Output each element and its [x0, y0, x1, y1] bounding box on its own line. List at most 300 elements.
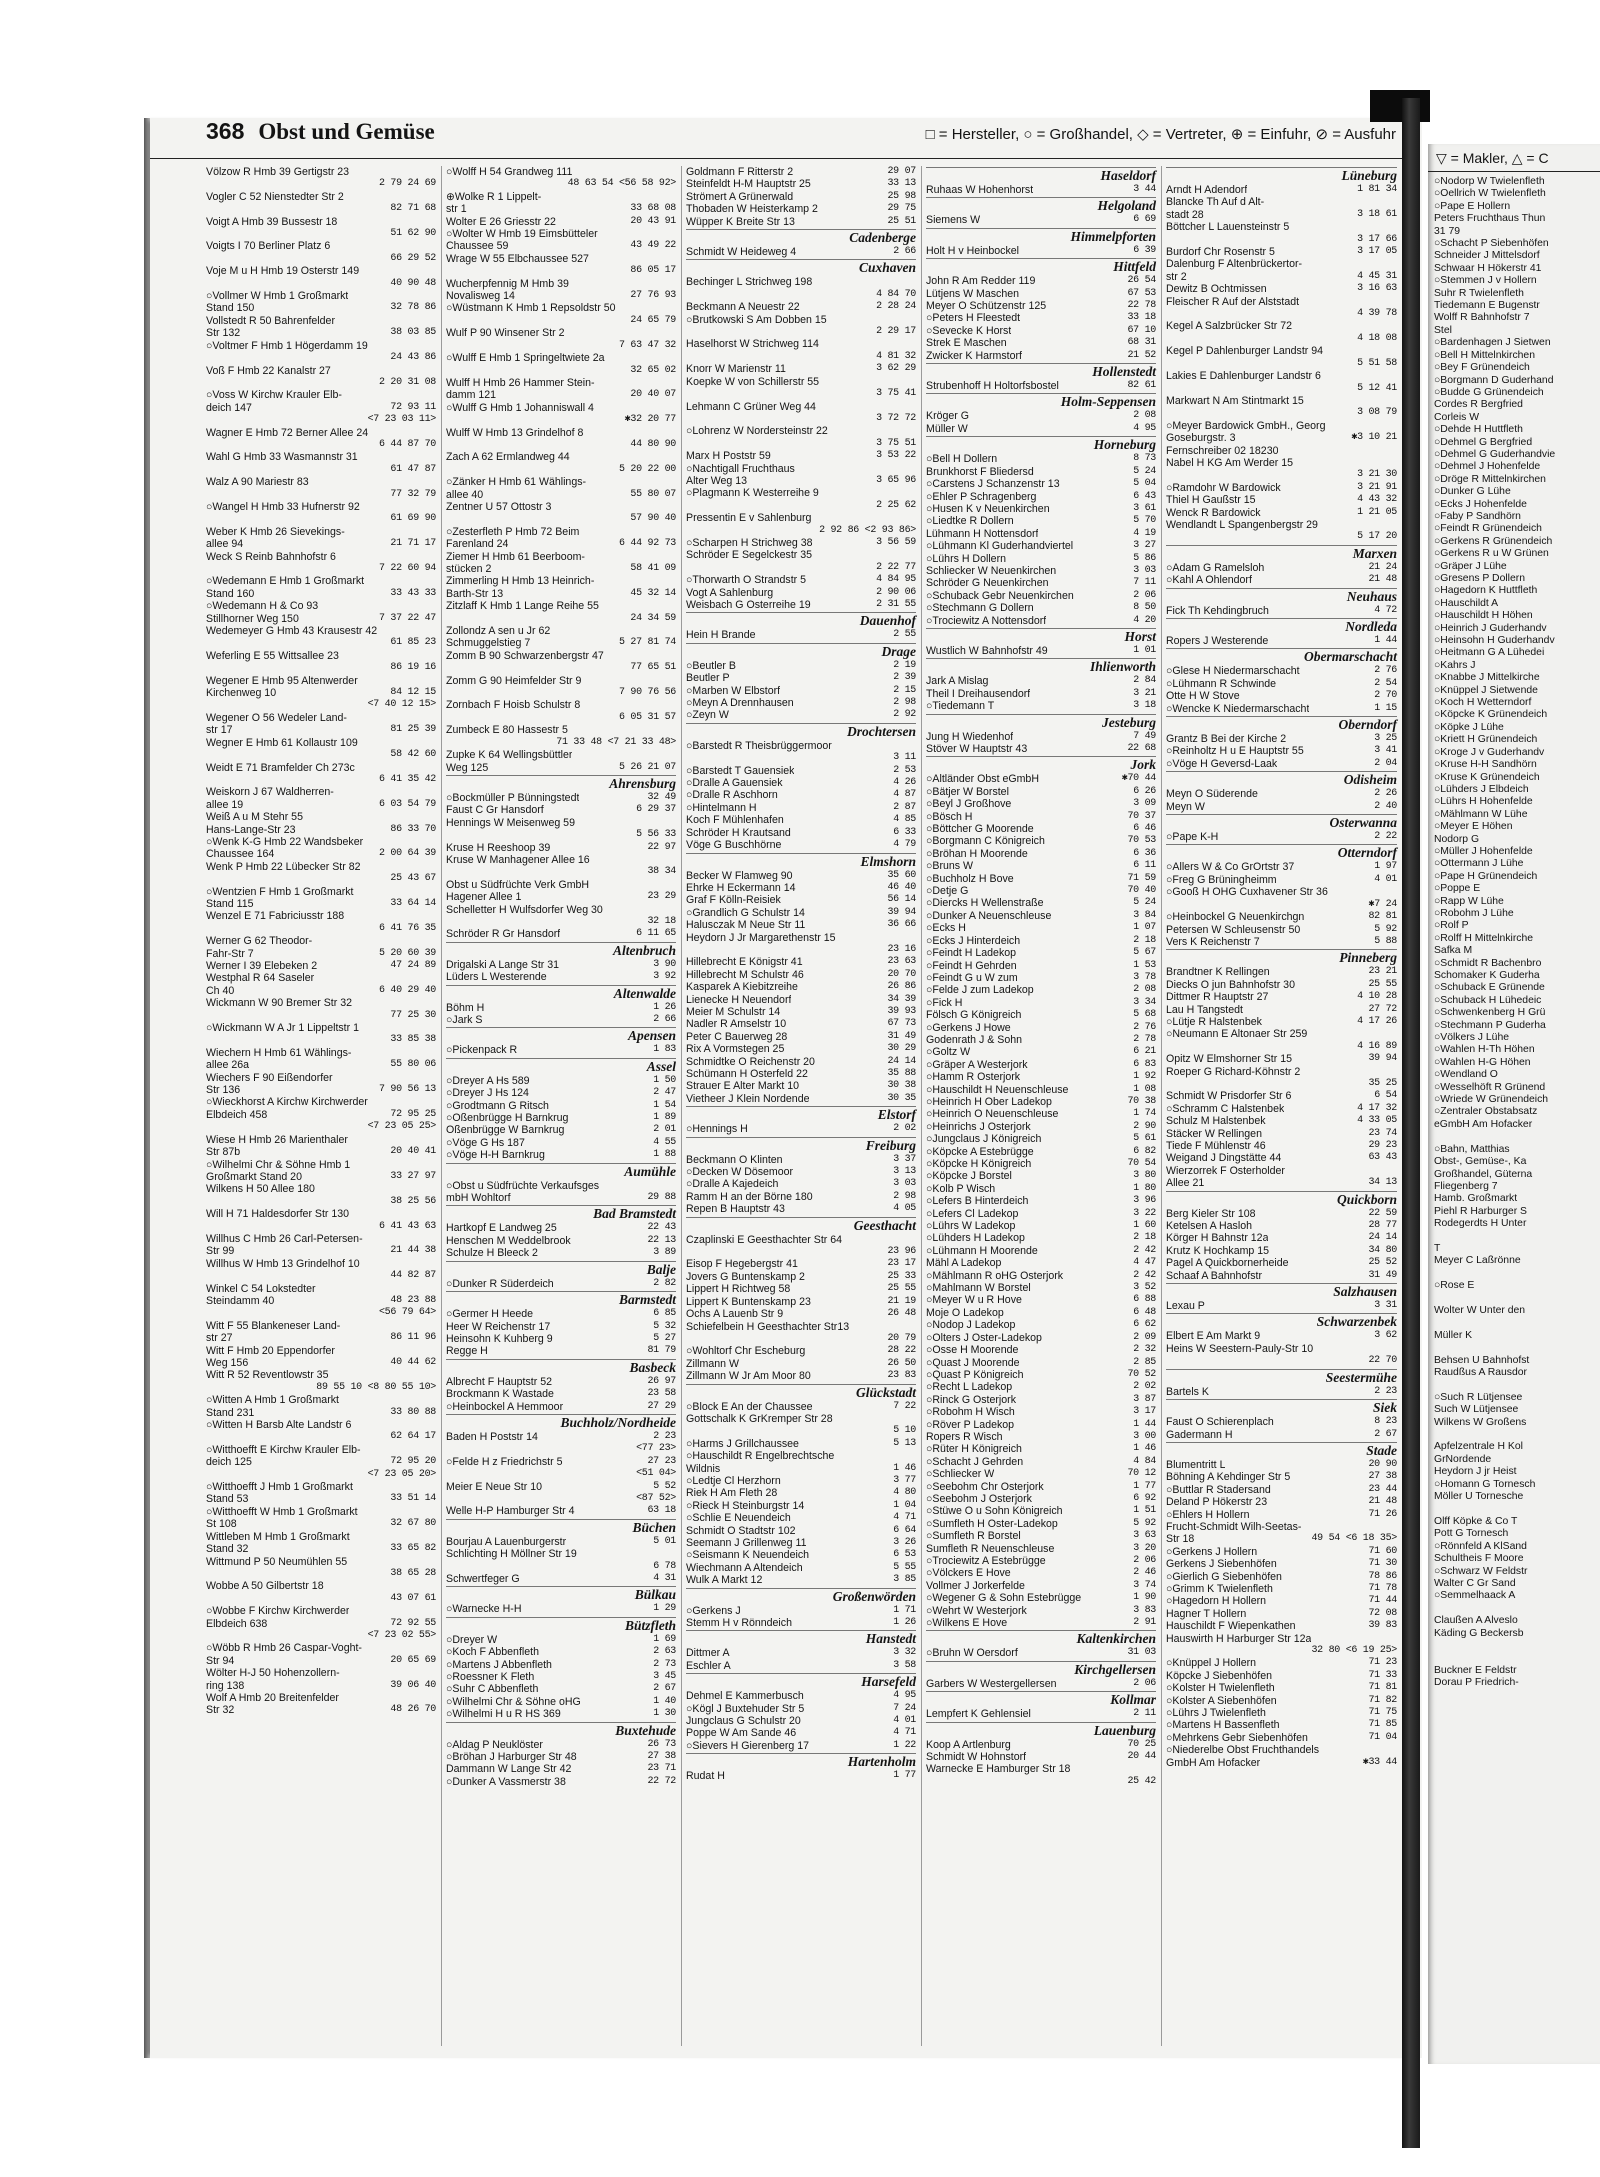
- listing-entry: [686, 629, 916, 641]
- listing-entry: [686, 1123, 916, 1135]
- entry-phone: 2 04: [1374, 757, 1397, 769]
- listing-entry: [1166, 1719, 1397, 1731]
- listing-entry: [206, 675, 436, 687]
- entry-phone: 58 41 09: [630, 563, 676, 574]
- entry-phone: 2 90: [1133, 1120, 1156, 1132]
- entry-phone: 84 12 15: [390, 687, 436, 699]
- listing-entry: [686, 870, 916, 882]
- listing-entry: [686, 1770, 916, 1782]
- listing-entry: [446, 290, 676, 302]
- listing-entry: [206, 699, 436, 711]
- entry-name: ○Ledtje Cl Herzhorn: [686, 1474, 781, 1487]
- entry-name: Kasparek A Kiebitzreihe: [686, 981, 798, 994]
- entry-name: Westphal R 64 Saseler: [206, 972, 315, 985]
- entry-name: Faust O Schierenplach: [1166, 1416, 1274, 1429]
- entry-phone: 6 92: [1133, 1492, 1156, 1504]
- listing-entry: [926, 731, 1156, 743]
- entry-name: Holt H v Heinbockel: [926, 244, 1020, 257]
- entry-name: ○Hintelmann H: [686, 801, 757, 814]
- entry-name: ○Dreyer J Hs 124: [446, 1087, 529, 1100]
- town-heading: Büchen: [446, 1519, 676, 1536]
- entry-name: ○Gerkens J Hollern: [1166, 1545, 1258, 1558]
- listing-entry: [206, 1072, 436, 1084]
- next-page-line: Corleis W: [1434, 411, 1480, 423]
- entry-phone: 4 71: [893, 1512, 916, 1524]
- entry-name: ○Altländer Obst eGmbH: [926, 773, 1039, 786]
- entry-name: ○Carstens J Schanzenstr 13: [926, 478, 1060, 491]
- listing-entry: [1166, 874, 1397, 886]
- entry-name: Graf F Kölln-Reisiek: [686, 894, 781, 907]
- entry-name: ○Seismann K Neuendeich: [686, 1549, 810, 1562]
- entry-phone: <7 23 03 11>: [367, 414, 436, 426]
- entry-name: Ropers J Westerende: [1166, 635, 1269, 647]
- entry-name: Weiß A u M Stehr 55: [206, 811, 303, 824]
- next-page-line: ○Mählmann W Lühe: [1434, 808, 1528, 820]
- entry-name: Knorr W Marienstr 11: [686, 363, 786, 376]
- listing-entry: [446, 1345, 676, 1357]
- entry-phone: 55 80 06: [390, 1059, 436, 1071]
- entry-name: ○Bösch H: [926, 810, 973, 823]
- entry-name: ○Felde J zum Ladekop: [926, 984, 1034, 997]
- entry-name: Lienecke H Neuendorf: [686, 993, 792, 1006]
- entry-name: ○Kolster H Twielenfleth: [1166, 1682, 1275, 1695]
- next-page-line: Olff Köpke & Co T: [1434, 1515, 1518, 1527]
- entry-phone: 67 73: [887, 1018, 916, 1030]
- entry-name: ○Heinrich O Neuenschleuse: [926, 1108, 1059, 1121]
- entry-phone: 4 79: [893, 839, 916, 851]
- entry-phone: 23 29: [647, 891, 676, 903]
- entry-phone: 3 89: [653, 1247, 676, 1259]
- entry-name: Koop A Artlenburg: [926, 1738, 1011, 1751]
- entry-name: ○Dunker A Vassmerstr 38: [446, 1775, 566, 1788]
- listing-entry: [926, 743, 1156, 755]
- entry-name: ○Wilhelmi Chr & Söhne oHG: [446, 1695, 581, 1708]
- listing-entry: [446, 191, 676, 203]
- next-page-line: ○Such R Lütjensee: [1434, 1391, 1523, 1403]
- entry-name: ○Wehrt W Westerjork: [926, 1604, 1027, 1617]
- listing-entry: [926, 453, 1156, 465]
- listing-entry: [206, 811, 436, 823]
- entry-phone: 27 38: [1368, 1471, 1397, 1483]
- entry-name: ○Kögl J Buxtehuder Str 5: [686, 1702, 805, 1715]
- entry-name: Vöge G Buschhörne: [686, 839, 782, 852]
- listing-entry: [446, 464, 676, 476]
- next-page-line: Käding G Beckersb: [1434, 1627, 1524, 1639]
- listing-entry: [446, 971, 676, 983]
- entry-name: ○Knüppel J Hollern: [1166, 1657, 1257, 1670]
- entry-phone: 38 03 85: [390, 327, 436, 339]
- listing-entry: [926, 540, 1156, 552]
- listing-entry: [206, 1221, 436, 1233]
- entry-phone: 23 71: [647, 1763, 676, 1775]
- entry-phone: 5 10: [893, 1425, 916, 1437]
- entry-phone: 6 46: [1133, 823, 1156, 835]
- entry-name: Steinfeldt H-M Hauptstr 25: [686, 178, 811, 191]
- listing-entry: [1166, 788, 1397, 800]
- next-page-line: ○Knabbe J Mittelkirche: [1434, 672, 1540, 684]
- entry-phone: 22 70: [1368, 1355, 1397, 1367]
- entry-name: ○Gräper A Westerjork: [926, 1058, 1028, 1071]
- entry-phone: 2 73: [653, 1658, 676, 1670]
- entry-name: Regge H: [446, 1345, 488, 1358]
- entry-name: ○Oßenbrügge H Barnkrug: [446, 1112, 569, 1125]
- listing-entry: [926, 1195, 1156, 1207]
- listing-entry: [686, 1500, 916, 1512]
- entry-name: Stand 160: [206, 587, 255, 600]
- listing-entry: [446, 1481, 676, 1493]
- entry-name: Willhus C Hmb 26 Carl-Petersen-: [206, 1232, 363, 1245]
- listing-entry: [206, 910, 436, 922]
- entry-name: Rix A Vormstegen 25: [686, 1043, 785, 1056]
- listing-entry: [926, 1022, 1156, 1034]
- entry-name: Weg 156: [206, 1357, 249, 1369]
- entry-name: Schwertfeger G: [446, 1573, 520, 1585]
- listing-entry: [206, 1605, 436, 1617]
- listing-entry: [926, 245, 1156, 257]
- town-heading: Jork: [926, 756, 1156, 773]
- listing-entry: [206, 1568, 436, 1580]
- next-page-line: Nodorp G: [1434, 833, 1480, 845]
- entry-phone: 48 23 88: [390, 1294, 436, 1306]
- listing-entry: [1166, 1177, 1397, 1189]
- entry-name: Lippert K Buntenskamp 23: [686, 1295, 811, 1308]
- entry-phone: 2 11: [1133, 1708, 1156, 1720]
- listing-entry: [206, 1630, 436, 1642]
- town-heading: Buxtehude: [446, 1722, 676, 1739]
- entry-phone: 81 79: [647, 1345, 676, 1357]
- entry-name: Stillhorner Weg 150: [206, 612, 299, 625]
- entry-name: Böhning A Kehdinger Str 5: [1166, 1471, 1291, 1484]
- next-page-line: Behsen U Bahnhofst: [1434, 1354, 1530, 1366]
- listing-column-5: [1162, 166, 1402, 2046]
- entry-name: ○Jungclaus J Königreich: [926, 1133, 1042, 1146]
- entry-name: Zitzlaff K Hmb 1 Lange Reihe 55: [446, 600, 599, 613]
- entry-phone: 20 70: [887, 968, 916, 980]
- listing-entry: [1166, 1257, 1397, 1269]
- entry-name: ○Goltz W: [926, 1046, 971, 1059]
- entry-name: ○Schuback Gebr Neuenkirchen: [926, 589, 1074, 602]
- listing-entry: [206, 1593, 436, 1605]
- entry-name: Völzow R Hmb 39 Gertigstr 23: [206, 166, 350, 178]
- listing-entry: [206, 1618, 436, 1630]
- entry-phone: 3 61: [1133, 502, 1156, 514]
- entry-phone: 33 18: [1127, 312, 1156, 324]
- town-heading: Helgoland: [926, 197, 1156, 214]
- listing-entry: [686, 1413, 916, 1425]
- listing-entry: [206, 836, 436, 848]
- listing-entry: [446, 1137, 676, 1149]
- listing-entry: [686, 574, 916, 586]
- entry-phone: 32 18: [647, 915, 676, 927]
- entry-name: ○Harms J Grillchaussee: [686, 1437, 799, 1450]
- next-page-line: ○Dunker G Lühe: [1434, 486, 1511, 498]
- entry-phone: 38 34: [647, 866, 676, 878]
- entry-name: damm 121: [446, 389, 497, 402]
- entry-phone: 7 63 47 32: [618, 339, 676, 351]
- listing-entry: [206, 551, 436, 563]
- listing-entry: [926, 1096, 1156, 1108]
- entry-name: Elbdeich 458: [206, 1108, 268, 1121]
- book-binding: [1402, 98, 1420, 2148]
- entry-phone: 72 95 20: [390, 1456, 436, 1468]
- entry-phone: 2 18: [1133, 1232, 1156, 1244]
- entry-name: ○Wohltorf Chr Escheburg: [686, 1345, 806, 1358]
- next-page-line: Safka M: [1434, 945, 1473, 957]
- listing-entry: [446, 1573, 676, 1585]
- entry-phone: 71 59: [1127, 872, 1156, 884]
- next-page-line: ○Kahrs J: [1434, 659, 1476, 671]
- listing-entry: [206, 712, 436, 724]
- town-heading: Aumühle: [446, 1163, 676, 1180]
- listing-entry: [926, 1419, 1156, 1431]
- entry-phone: 20 43 91: [630, 215, 676, 227]
- entry-name: ○Witthoefft W Hmb 1 Großmarkt: [206, 1505, 358, 1518]
- entry-phone: 71 33: [1368, 1669, 1397, 1681]
- entry-name: ○Buttlar R Stadersand: [1166, 1483, 1271, 1496]
- listing-entry: [1166, 1245, 1397, 1257]
- entry-phone: 4 45 31: [1357, 270, 1397, 282]
- entry-name: Jungclaus G Schulstr 20: [686, 1715, 801, 1728]
- entry-name: Chaussee 59: [446, 240, 509, 253]
- entry-phone: 32 78 86: [390, 302, 436, 314]
- town-heading: Bützfleth: [446, 1617, 676, 1634]
- entry-phone: 78 86: [1368, 1570, 1397, 1582]
- entry-name: ○Adam G Ramelsloh: [1166, 561, 1265, 574]
- listing-entry: [686, 827, 916, 839]
- entry-phone: 5 52: [653, 1480, 676, 1492]
- listing-entry: [686, 1463, 916, 1475]
- listing-entry: [446, 687, 676, 699]
- listing-entry: [686, 752, 916, 764]
- next-page-fragment: [1428, 144, 1600, 2064]
- entry-name: str 2: [1166, 270, 1187, 283]
- entry-name: Hauschildt F Wiepenkathen: [1166, 1620, 1296, 1633]
- entry-name: Thobaden W Heisterkamp 2: [686, 203, 818, 216]
- entry-name: Grantz B Bei der Kirche 2: [1166, 733, 1287, 746]
- listing-entry: [686, 1740, 916, 1752]
- entry-phone: 26 86: [887, 981, 916, 993]
- entry-phone: 5 24: [1133, 897, 1156, 909]
- listing-entry: [206, 985, 436, 997]
- entry-phone: 2 06: [1133, 1677, 1156, 1689]
- entry-phone: 23 74: [1368, 1127, 1397, 1139]
- entry-phone: 67 53: [1127, 287, 1156, 299]
- entry-phone: <87 52>: [636, 1492, 676, 1504]
- entry-phone: 70 12: [1127, 1468, 1156, 1480]
- entry-name: ○Stüwe O u Sohn Königreich: [926, 1505, 1063, 1518]
- listing-entry: [446, 253, 676, 265]
- listing-entry: [1166, 1028, 1397, 1040]
- entry-name: Wittleben M Hmb 1 Großmarkt: [206, 1530, 350, 1543]
- entry-phone: 48 26 70: [390, 1704, 436, 1716]
- listing-entry: [926, 997, 1156, 1009]
- listing-entry: [1166, 745, 1397, 757]
- next-page-line: Fliegenberg 7: [1434, 1180, 1498, 1192]
- entry-phone: 71 60: [1368, 1545, 1397, 1557]
- entry-name: ○Lefers Cl Ladekop: [926, 1207, 1019, 1220]
- entry-phone: 2 70: [1374, 690, 1397, 702]
- listing-entry: [206, 216, 436, 228]
- entry-name: Blumentritt L: [1166, 1458, 1226, 1471]
- entry-name: Will H 71 Haldesdorfer Str 130: [206, 1208, 350, 1221]
- listing-entry: [446, 1149, 676, 1161]
- entry-name: Brandtner K Rellingen: [1166, 966, 1270, 979]
- listing-entry: [1166, 703, 1397, 715]
- entry-name: ○Kahl A Ohlendorf: [1166, 574, 1252, 587]
- next-page-line: ○Feindt R Grünendeich: [1434, 523, 1542, 535]
- listing-entry: [926, 1220, 1156, 1232]
- entry-name: ○Wedemann E Hmb 1 Großmarkt: [206, 575, 365, 588]
- listing-entry: [1166, 271, 1397, 283]
- listing-entry: [206, 1171, 436, 1183]
- entry-phone: 21 48: [1368, 1496, 1397, 1508]
- listing-entry: [446, 712, 676, 724]
- listing-entry: [686, 814, 916, 826]
- listing-entry: [1166, 1078, 1397, 1090]
- listing-entry: [206, 501, 436, 513]
- entry-name: ○Bruns W: [926, 860, 974, 873]
- entry-phone: 71 33 48 <7 21 33 48>: [556, 736, 676, 748]
- entry-phone: 29 88: [647, 1192, 676, 1204]
- entry-name: allee 19: [206, 798, 244, 811]
- listing-entry: [926, 688, 1156, 700]
- entry-name: ○Wobbe F Kirchw Kirchwerder: [206, 1605, 350, 1618]
- listing-entry: [1166, 1152, 1397, 1164]
- entry-phone: 35 88: [887, 1068, 916, 1079]
- next-page-line: Schneider J Mittelsdorf: [1434, 250, 1540, 262]
- listing-entry: [926, 1034, 1156, 1046]
- entry-name: Stöver W Hauptstr 43: [926, 743, 1028, 755]
- entry-name: Godenrath J & Sohn: [926, 1033, 1022, 1046]
- entry-phone: 6 88: [1133, 1294, 1156, 1306]
- entry-phone: 3 26: [893, 1537, 916, 1548]
- entry-phone: 1 30: [653, 1708, 676, 1720]
- listing-entry: [206, 886, 436, 898]
- listing-entry: [446, 1763, 676, 1775]
- entry-phone: 21 24: [1368, 561, 1397, 573]
- listing-entry: [446, 427, 676, 439]
- listing-entry: [206, 1419, 436, 1431]
- entry-phone: 5 27: [653, 1332, 676, 1344]
- next-page-line: ○Wendland O: [1434, 1069, 1498, 1081]
- listing-entry: [206, 1245, 436, 1257]
- town-heading: Oberndorf: [1166, 716, 1397, 733]
- listing-entry: [686, 1321, 916, 1333]
- entry-phone: 2 98: [893, 697, 916, 709]
- entry-name: Wedemeyer G Hmb 43 Krausestr 42: [206, 625, 378, 638]
- entry-name: Fahr-Str 7: [206, 947, 254, 960]
- entry-name: Meyn W: [1166, 800, 1205, 813]
- listing-entry: [1166, 1732, 1397, 1744]
- entry-phone: ✱3 10 21: [1351, 432, 1397, 444]
- listing-entry: [926, 503, 1156, 515]
- listing-entry: [1166, 665, 1397, 677]
- binding-clip: [1370, 90, 1430, 122]
- entry-name: str 27: [206, 1332, 233, 1345]
- entry-name: Obst u Südfrüchte Verk GmbH: [446, 878, 590, 891]
- entry-phone: 2 42: [1133, 1244, 1156, 1256]
- entry-name: ○Gierlich G Siebenhöfen: [1166, 1570, 1282, 1583]
- entry-name: ○Wentzien F Hmb 1 Großmarkt: [206, 885, 354, 898]
- listing-entry: [206, 749, 436, 761]
- listing-entry: [926, 700, 1156, 712]
- next-page-line: ○Schacht P Siebenhöfen: [1434, 238, 1549, 250]
- entry-name: Vers K Reichenstr 7: [1166, 935, 1260, 948]
- listing-entry: [1166, 1128, 1397, 1140]
- entry-phone: 26 97: [647, 1375, 676, 1387]
- listing-entry: [926, 1431, 1156, 1443]
- entry-name: Wobbe A 50 Gilbertstr 18: [206, 1580, 324, 1593]
- listing-entry: [206, 1295, 436, 1307]
- entry-name: ○Bockmüller P Bünningstedt: [446, 791, 580, 804]
- entry-name: Vogler C 52 Nienstedter Str 2: [206, 190, 344, 203]
- entry-phone: 3 17 05: [1357, 246, 1397, 258]
- listing-entry: [1166, 246, 1397, 258]
- listing-entry: [1166, 209, 1397, 221]
- listing-entry: [206, 365, 436, 377]
- listing-entry: [926, 1245, 1156, 1257]
- town-heading: Cadenberge: [686, 229, 916, 246]
- entry-phone: 1 46: [1133, 1443, 1156, 1455]
- listing-entry: [926, 798, 1156, 810]
- entry-phone: 2 98: [893, 1190, 916, 1202]
- entry-phone: 33 68 08: [630, 203, 676, 215]
- entry-name: Voß F Hmb 22 Kanalstr 27: [206, 364, 331, 377]
- entry-phone: 3 27: [1133, 540, 1156, 552]
- entry-phone: 27 76 93: [630, 290, 676, 302]
- listing-entry: [926, 1381, 1156, 1393]
- entry-name: Ruhaas W Hohenhorst: [926, 184, 1034, 196]
- town-heading: Bad Bramstedt: [446, 1205, 676, 1222]
- listing-entry: [926, 515, 1156, 527]
- town-heading: Salzhausen: [1166, 1283, 1397, 1300]
- entry-name: ○Block E An der Chaussee: [686, 1400, 813, 1413]
- listing-entry: [1166, 1004, 1397, 1016]
- entry-phone: 3 31: [1374, 1300, 1397, 1312]
- entry-phone: 22 97: [647, 841, 676, 853]
- listing-entry: [686, 1068, 916, 1080]
- listing-entry: [1166, 690, 1397, 702]
- entry-phone: 2 79 24 69: [378, 178, 436, 190]
- entry-phone: 1 77: [893, 1770, 916, 1782]
- entry-name: Oßenbrügge W Barnkrug: [446, 1124, 565, 1137]
- listing-entry: [1166, 1695, 1397, 1707]
- next-page-line: ○Knüppel J Sietwende: [1434, 684, 1538, 696]
- entry-phone: 21 52: [1127, 349, 1156, 361]
- entry-phone: 2 90 06: [876, 586, 916, 598]
- entry-phone: 1 54: [653, 1099, 676, 1111]
- town-heading: Hittfeld: [926, 258, 1156, 275]
- entry-phone: 44 80 90: [630, 438, 676, 450]
- entry-name: ○Fick H: [926, 996, 963, 1009]
- entry-name: ○Warnecke H-H: [446, 1603, 522, 1616]
- listing-entry: [206, 1109, 436, 1121]
- entry-name: ○Witthoefft J Hmb 1 Großmarkt: [206, 1481, 353, 1494]
- entry-phone: 4 16 89: [1357, 1040, 1397, 1052]
- listing-entry: [446, 327, 676, 339]
- listing-entry: [1166, 911, 1397, 923]
- entry-phone: 1 77: [1133, 1480, 1156, 1492]
- next-page-line: ○Dehmel J Hohenfelde: [1434, 461, 1541, 473]
- entry-phone: 6 26: [1133, 785, 1156, 797]
- entry-phone: 1 90: [1133, 1592, 1156, 1604]
- listing-entry: [926, 1481, 1156, 1493]
- listing-entry: [206, 1469, 436, 1481]
- entry-name: ○Pickenpack R: [446, 1044, 518, 1057]
- entry-phone: 29 23: [1368, 1140, 1397, 1151]
- entry-phone: <51 04>: [636, 1468, 676, 1480]
- listing-entry: [926, 590, 1156, 602]
